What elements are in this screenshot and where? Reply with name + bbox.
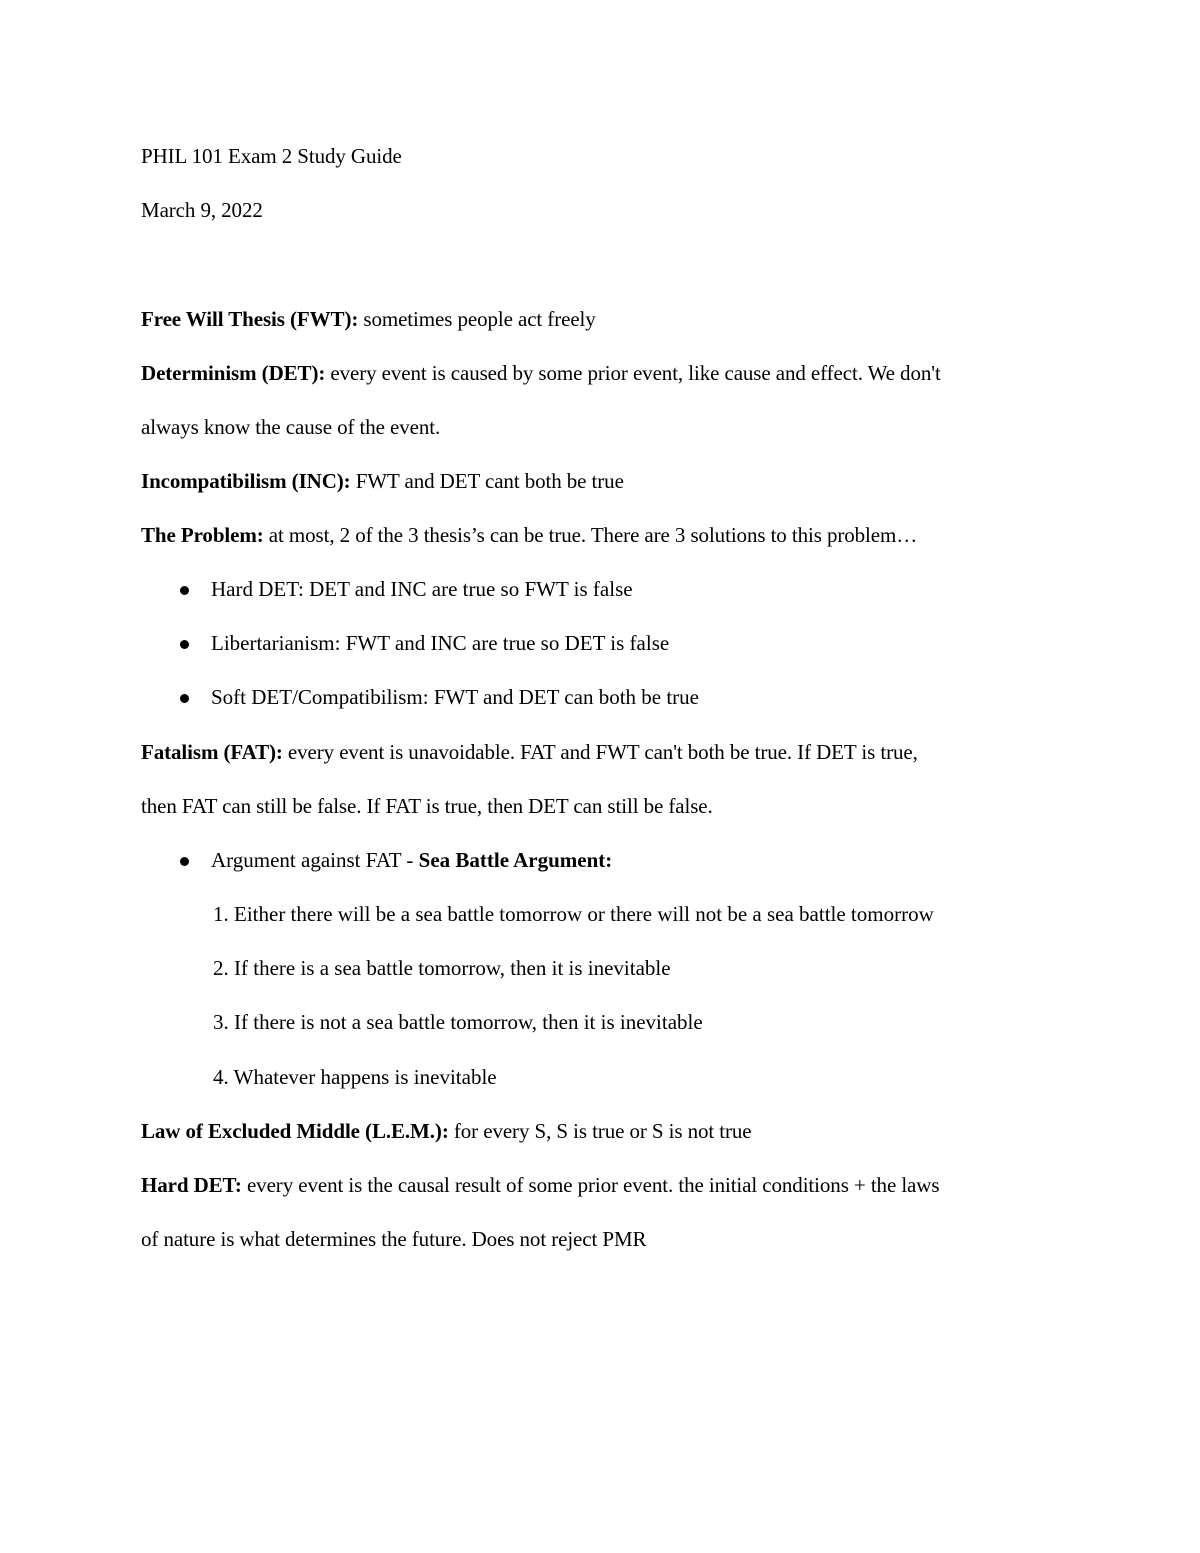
sea-battle-heading — [211, 847, 612, 873]
sea-battle-step-2: 2. If there is a sea battle tomorrow, then it is inevitable — [213, 956, 671, 980]
solution-item-hard-det: Hard DET: DET and INC are true so FWT is false — [211, 577, 633, 601]
sea-battle-lead: Argument against FAT - — [211, 848, 419, 872]
definition-lem-text: for every S, S is true or S is not true — [448, 1119, 752, 1143]
bullet-icon — [180, 586, 189, 595]
definition-fwt — [141, 306, 596, 332]
term-lem: Law of Excluded Middle (L.E.M.): — [141, 1119, 449, 1143]
solution-item-libertarianism: Libertarianism: FWT and INC are true so DET is false — [211, 631, 670, 655]
term-det: Determinism (DET): — [141, 361, 326, 385]
sea-battle-step-4: 4. Whatever happens is inevitable — [213, 1065, 497, 1089]
term-sea-battle: Sea Battle Argument: — [418, 848, 613, 872]
definition-lem — [141, 1118, 752, 1144]
term-fat: Fatalism (FAT): — [141, 740, 283, 764]
definition-problem-text: at most, 2 of the 3 thesis’s can be true. There are 3 solutions to this problem… — [263, 523, 918, 547]
bullet-icon — [180, 857, 189, 866]
term-problem: The Problem: — [141, 523, 264, 547]
definition-problem — [141, 522, 917, 548]
definition-fwt-text: sometimes people act freely — [358, 307, 596, 331]
sea-battle-step-3: 3. If there is not a sea battle tomorrow, then it is inevitable — [213, 1010, 703, 1034]
definition-det-continued: always know the cause of the event. — [141, 415, 441, 439]
definition-hard-det-continued: of nature is what determines the future. Does not reject PMR — [141, 1227, 647, 1251]
definition-hard-det-text: every event is the causal result of some prior event. the initial conditions + the laws — [241, 1173, 940, 1197]
definition-inc — [141, 468, 624, 494]
definition-fat-continued: then FAT can still be false. If FAT is true, then DET can still be false. — [141, 794, 713, 818]
solution-item-soft-det: Soft DET/Compatibilism: FWT and DET can both be true — [211, 685, 699, 709]
term-inc: Incompatibilism (INC): — [141, 469, 351, 493]
definition-fat-text: every event is unavoidable. FAT and FWT can't both be true. If DET is true, — [282, 740, 918, 764]
document-title: PHIL 101 Exam 2 Study Guide — [141, 144, 402, 168]
definition-hard-det — [141, 1172, 939, 1198]
sea-battle-step-1: 1. Either there will be a sea battle tomorrow or there will not be a sea battle tomorrow — [213, 902, 934, 926]
definition-det-text: every event is caused by some prior event, like cause and effect. We don't — [325, 361, 941, 385]
term-fwt: Free Will Thesis (FWT): — [141, 307, 359, 331]
term-hard-det: Hard DET: — [141, 1173, 242, 1197]
bullet-icon — [180, 640, 189, 649]
bullet-icon — [180, 694, 189, 703]
definition-det — [141, 360, 941, 386]
document-date: March 9, 2022 — [141, 198, 263, 222]
definition-inc-text: FWT and DET cant both be true — [350, 469, 624, 493]
definition-fat — [141, 739, 918, 765]
